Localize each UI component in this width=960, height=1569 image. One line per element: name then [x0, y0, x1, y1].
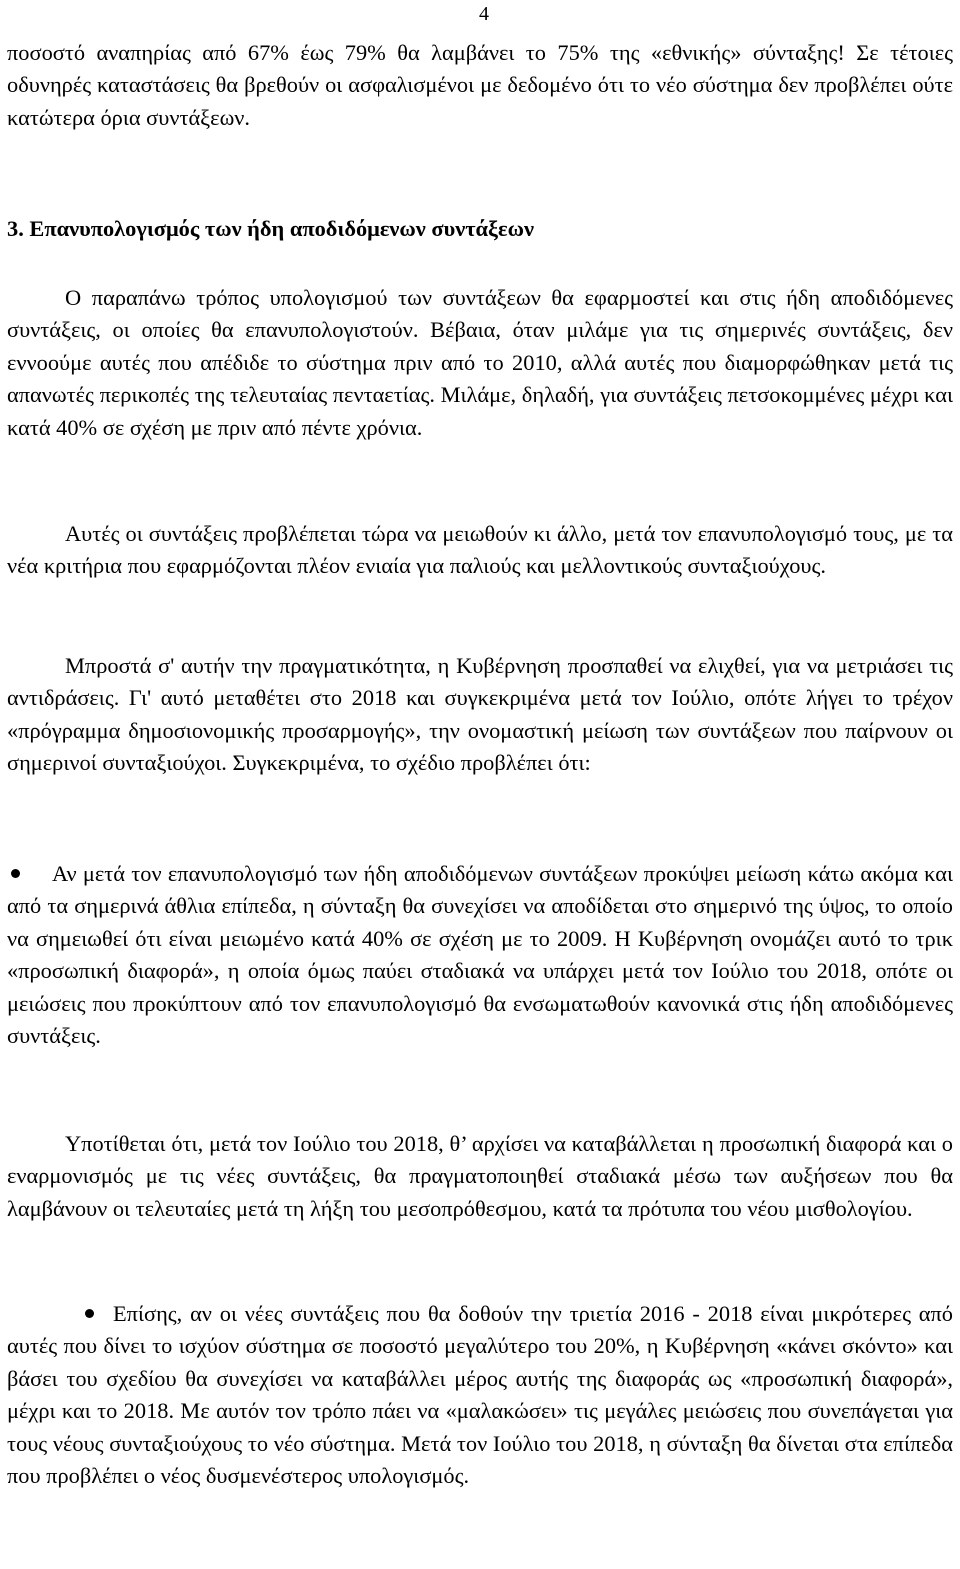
bullet-icon [11, 869, 20, 878]
bullet-item [7, 1298, 953, 1492]
bullet-icon [85, 1309, 94, 1318]
bullet-text: Αν μετά τον επανυπολογισμό των ήδη αποδιδόμενων συντάξεων προκύψει μείωση κάτω ακόμα και από τα σημερινά άθλια επίπεδα, η σύνταξη θα συνεχίσει να αποδίδεται στο σημερινό της ύψος, το οποίο να σημειωθεί ότι είναι μειωμένο κατά 40% σε σχέση με το 2009. Η Κυβέρνηση ονομάζει αυτό το τρικ «προσωπική διαφορά», η οποία όμως παύει σταδιακά να υπάρχει μετά τον Ιούλιο του 2018, οπότε οι μειώσεις που προκύπτουν από τον επανυπολογισμό θα ενσωματωθούν κανονικά στις ήδη αποδιδόμενες συντάξεις. [7, 861, 953, 1049]
body-paragraph: Αυτές οι συντάξεις προβλέπεται τώρα να μειωθούν κι άλλο, μετά τον επανυπολογισμό τους, με τα νέα κριτήρια που εφαρμόζονται πλέον ενιαία για παλιούς και μελλοντικούς συνταξιούχους. [7, 521, 953, 579]
bullet-text: Επίσης, αν οι νέες συντάξεις που θα δοθούν την τριετία 2016 - 2018 είναι μικρότερες από αυτές που δίνει το ισχύον σύστημα σε ποσοστό μεγαλύτερο του 20%, η Κυβέρνηση «κάνει σκόντο» και βάσει του σχεδίου θα συνεχίσει να καταβάλλει μέρος αυτής της διαφοράς ως «προσωπική διαφορά», μέχρι και το 2018. Με αυτόν τον τρόπο πάει να «μαλακώσει» τις μεγάλες μειώσεις που συνεπάγεται για τους νέους συνταξιούχους το νέο σύστημα. Μετά τον Ιούλιο του 2018, η σύνταξη θα δίνεται στα επίπεδα που προβλέπει ο νέος δυσμενέστερος υπολογισμός. [7, 1301, 953, 1489]
body-paragraph: Μπροστά σ' αυτήν την πραγματικότητα, η Κυβέρνηση προσπαθεί να ελιχθεί, για να μετριάσει τις αντιδράσεις. Γι' αυτό μεταθέτει στο 2018 και συγκεκριμένα μετά τον Ιούλιο, οπότε λήγει το τρέχον «πρόγραμμα δημοσιονομικής προσαρμογής», την ονομαστική μείωση των συντάξεων που παίρνουν οι σημερινοί συνταξιούχοι. Συγκεκριμένα, το σχέδιο προβλέπει ότι: [7, 653, 953, 776]
section-heading: 3. Επανυπολογισμός των ήδη αποδιδόμενων συντάξεων [7, 216, 534, 241]
page-number: 4 [479, 3, 489, 25]
body-paragraph: Υποτίθεται ότι, μετά τον Ιούλιο του 2018, θ’ αρχίσει να καταβάλλεται η προσωπική διαφορά και ο εναρμονισμός με τις νέες συντάξεις, θα πραγματοποιηθεί σταδιακά μέσω των αυξήσεων που θα λαμβάνουν οι τελευταίες μετά τη λήξη του μεσοπρόθεσμου, κατά τα πρότυπα του νέου μισθολογίου. [7, 1131, 953, 1221]
bullet-item [7, 858, 953, 1052]
body-paragraph: Ο παραπάνω τρόπος υπολογισμού των συντάξεων θα εφαρμοστεί και στις ήδη αποδιδόμενες συντάξεις, οι οποίες θα επανυπολογιστούν. Βέβαια, όταν μιλάμε για τις σημερινές συντάξεις, δεν εννοούμε αυτές που απέδιδε το σύστημα πριν από το 2010, αλλά αυτές που διαμορφώθηκαν μετά τις απανωτές περικοπές της τελευταίας πενταετίας. Μιλάμε, δηλαδή, για συντάξεις πετσοκομμένες μέχρι και κατά 40% σε σχέση με πριν από πέντε χρόνια. [7, 285, 953, 440]
intro-paragraph: ποσοστό αναπηρίας από 67% έως 79% θα λαμβάνει το 75% της «εθνικής» σύνταξης! Σε τέτοιες οδυνηρές καταστάσεις θα βρεθούν οι ασφαλισμένοι με δεδομένο ότι το νέο σύστημα δεν προβλέπει ούτε κατώτερα όρια συντάξεων. [7, 40, 953, 130]
